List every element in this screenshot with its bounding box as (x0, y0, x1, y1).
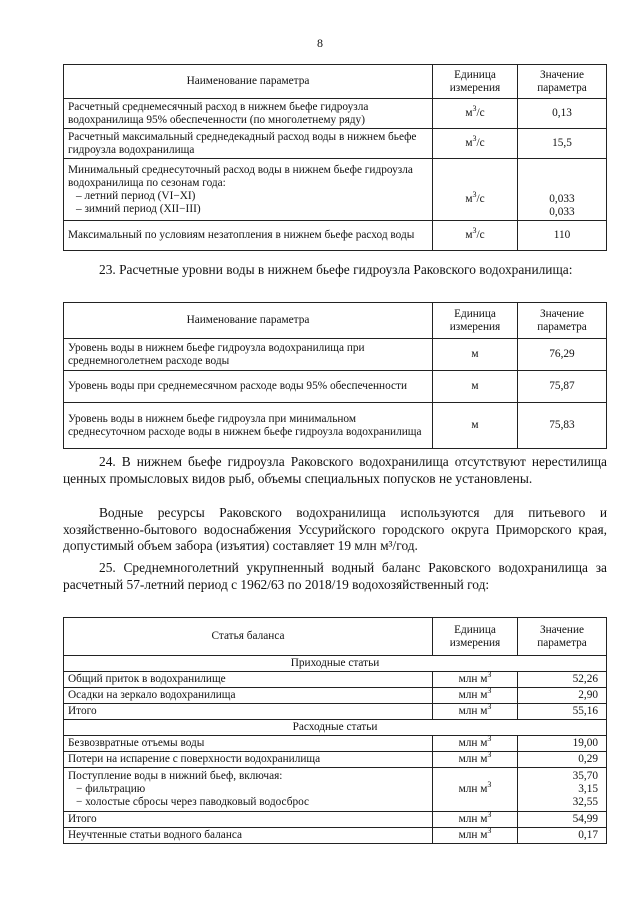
table-row (64, 221, 607, 251)
row-unit: м (433, 339, 518, 371)
row-value: 2,90 (518, 688, 607, 704)
row-name: Максимальный по условиям незатопления в нижнем бьефе расход воды (64, 221, 433, 251)
table-discharges (63, 64, 607, 251)
row-unit: млн $м^3$ (433, 704, 518, 720)
row-unit: $м^3/с$ (433, 221, 518, 251)
section-expense-title: Расходные статьи (64, 720, 607, 736)
row-name: Потери на испарение с поверхности водохранилища (64, 752, 433, 768)
row-name: Уровень воды в нижнем бьефе гидроузла при минимальном среднесуточном расходе воды в нижнем бьефе гидроузла водохранилища (64, 403, 433, 449)
row-value: 0,29 (518, 752, 607, 768)
table-header-unit: Единица измерения (433, 618, 518, 656)
row-name: Общий приток в водохранилище (64, 672, 433, 688)
row-name: Осадки на зеркало водохранилища (64, 688, 433, 704)
table-row (64, 768, 607, 812)
paragraph-25: 25. Среднемноголетний укрупненный водный баланс Раковского водохранилища за расчетный 57-летний период с 1962/63 по 2018/19 водохозяйственный год: (63, 560, 607, 592)
table-row (64, 812, 607, 828)
table-header-value: Значение параметра (518, 303, 607, 339)
row-name: Расчетный среднемесячный расход в нижнем бьефе гидроузла водохранилища 95% обеспеченности (по многолетнему ряду) (64, 99, 433, 129)
table-row (64, 752, 607, 768)
table-water-balance (63, 617, 607, 844)
row-unit: млн $м^3$ (433, 736, 518, 752)
row-unit: млн $м^3$ (433, 752, 518, 768)
row-unit: м (433, 403, 518, 449)
row-name: Уровень воды в нижнем бьефе гидроузла водохранилища при среднемноголетнем расходе воды (64, 339, 433, 371)
table-water-levels (63, 302, 607, 449)
row-unit: $м^3/с$ (433, 99, 518, 129)
row-unit: м (433, 371, 518, 403)
row-unit: $м^3/с$ (433, 129, 518, 159)
row-value: 76,29 (518, 339, 607, 371)
row-value: 15,5 (518, 129, 607, 159)
table-row (64, 371, 607, 403)
row-value: 75,83 (518, 403, 607, 449)
paragraph-24: 24. В нижнем бьефе гидроузла Раковского водохранилища отсутствуют нерестилища ценных промысловых видов рыб, объемы специальных попусков не установлены. (63, 454, 607, 486)
row-unit: $м^3/с$ (433, 159, 518, 221)
row-value: 35,70 3,15 32,55 (518, 768, 607, 812)
table-row (64, 736, 607, 752)
table-header-unit: Единица измерения (433, 303, 518, 339)
row-name: Поступление воды в нижний бьеф, включая: − фильтрацию − холостые сбросы через паводковый водосброс (64, 768, 433, 812)
table-header-value: Значение параметра (518, 618, 607, 656)
row-name: Расчетный максимальный среднедекадный расход воды в нижнем бьефе гидроузла водохранилища (64, 129, 433, 159)
table-row (64, 99, 607, 129)
table-row (64, 403, 607, 449)
table-row (64, 672, 607, 688)
row-value: 19,00 (518, 736, 607, 752)
page-number: 8 (317, 36, 323, 50)
row-name: Безвозвратные отъемы воды (64, 736, 433, 752)
table-row (64, 159, 607, 221)
table-header-unit: Единица измерения (433, 65, 518, 99)
row-value: 54,99 (518, 812, 607, 828)
row-name: Уровень воды при среднемесячном расходе воды 95% обеспеченности (64, 371, 433, 403)
table-row (64, 704, 607, 720)
table-header-name: Статья баланса (64, 618, 433, 656)
paragraph-water-resources: Водные ресурсы Раковского водохранилища используются для питьевого и хозяйственно-бытового водоснабжения Уссурийского городского округа Приморского края, допустимый объем забора (изъятия) составляет 19 млн м³/год. (63, 505, 607, 553)
row-name: Минимальный среднесуточный расход воды в нижнем бьефе гидроузла водохранилища по сезонам года: – летний период (VI−XI) – зимний период (XII−III) (64, 159, 433, 221)
row-name: Неучтенные статьи водного баланса (64, 828, 433, 844)
row-name: Итого (64, 704, 433, 720)
section-income-title: Приходные статьи (64, 656, 607, 672)
row-name: Итого (64, 812, 433, 828)
row-value: 75,87 (518, 371, 607, 403)
row-unit: млн $м^3$ (433, 672, 518, 688)
row-value: 0,17 (518, 828, 607, 844)
table-row (64, 339, 607, 371)
row-value: 110 (518, 221, 607, 251)
row-value: 52,26 (518, 672, 607, 688)
row-unit: млн $м^3$ (433, 688, 518, 704)
row-value: 0,13 (518, 99, 607, 129)
row-value: 0,033 0,033 (518, 159, 607, 221)
table-row (64, 688, 607, 704)
table-row (64, 129, 607, 159)
table-header-name: Наименование параметра (64, 303, 433, 339)
table-header-name: Наименование параметра (64, 65, 433, 99)
row-unit: млн $м^3$ (433, 812, 518, 828)
row-unit: млн $м^3$ (433, 828, 518, 844)
paragraph-23: 23. Расчетные уровни воды в нижнем бьефе гидроузла Раковского водохранилища: (99, 262, 573, 277)
table-header-value: Значение параметра (518, 65, 607, 99)
table-row (64, 828, 607, 844)
row-value: 55,16 (518, 704, 607, 720)
row-unit: млн $м^3$ (433, 768, 518, 812)
